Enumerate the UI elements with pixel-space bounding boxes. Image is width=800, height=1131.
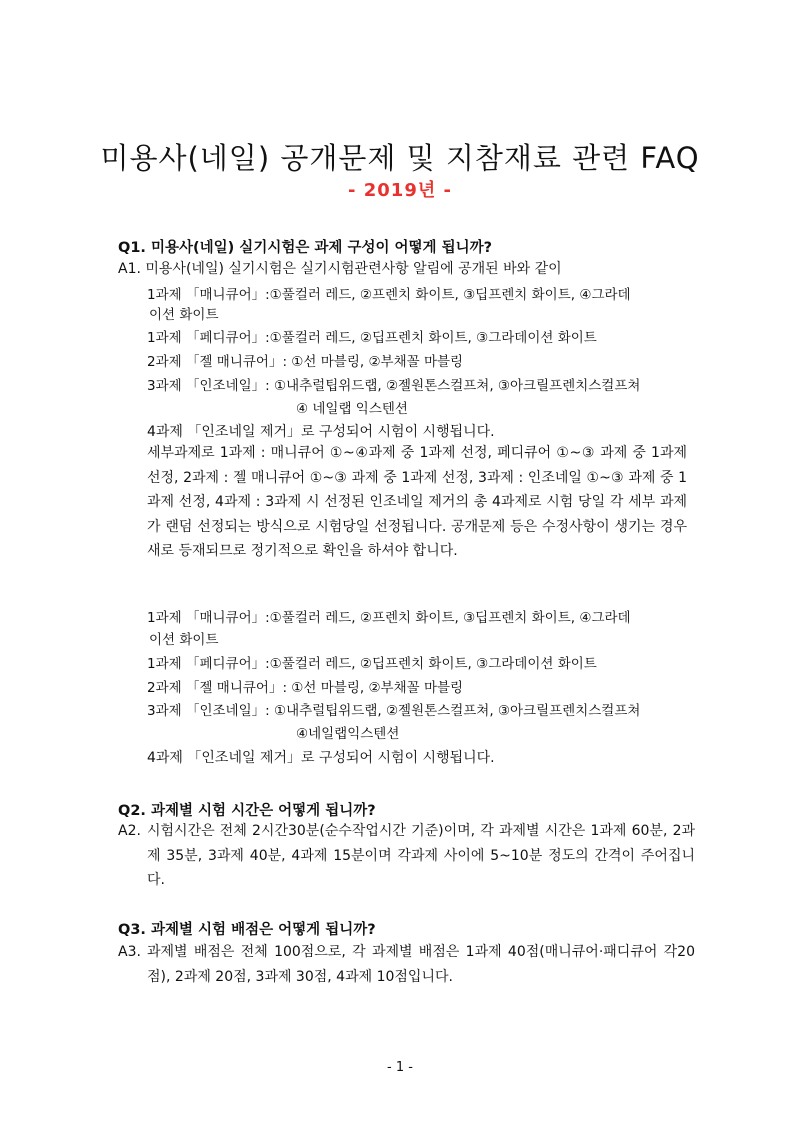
list1-line-3: 1과제 「페디큐어」:①풀컬러 레드, ②딥프렌치 화이트, ③그라데이션 화이트 — [147, 330, 597, 346]
list1-line-2: 이션 화이트 — [149, 307, 219, 323]
list2-line-1: 1과제 「매니큐어」:①풀컬러 레드, ②프렌치 화이트, ③딥프렌치 화이트, ④그라데 — [147, 610, 631, 626]
list2-line-4: 2과제 「젤 매니큐어」: ①선 마블링, ②부채꼴 마블링 — [147, 680, 464, 696]
list2-line-5: 3과제 「인조네일」: ①내추럴팁위드랩, ②젤원톤스컬프쳐, ③아크릴프렌치스컬프쳐 — [147, 703, 641, 719]
list2-line-2: 이션 화이트 — [149, 632, 219, 648]
page-number: - 1 - — [387, 1060, 413, 1075]
answer-1-intro: A1. 미용사(네일) 실기시험은 실기시험관련사항 알림에 공개된 바와 같이 — [118, 261, 562, 277]
list2-line-7: 4과제 「인조네일 제거」로 구성되어 시험이 시행됩니다. — [147, 750, 495, 766]
question-3: Q3. 과제별 시험 배점은 어떻게 됩니까? — [118, 922, 376, 938]
answer-3-text: 과제별 배점은 전체 100점으로, 각 과제별 배점은 1과제 40점(매니큐어·패디큐어 각20점), 2과제 20점, 3과제 30점, 4과제 10점입니다. — [147, 944, 695, 985]
list1-line-6: ④ 네일랩 익스텐션 — [296, 401, 408, 417]
list1-line-1: 1과제 「매니큐어」:①풀컬러 레드, ②프렌치 화이트, ③딥프렌치 화이트, ④그라데 — [147, 287, 631, 303]
question-1: Q1. 미용사(네일) 실기시험은 과제 구성이 어떻게 됩니까? — [118, 240, 493, 256]
list2-line-6: ④네일랩익스텐션 — [296, 726, 400, 742]
answer-1-paragraph: 세부과제로 1과제 : 매니큐어 ①~④과제 중 1과제 선정, 페디큐어 ①~③ 과제 중 1과제 선정, 2과제 : 젤 매니큐어 ①~③ 과제 중 1과제 선정, 3과제 : 인조네일 ①~③ 과제 중 1과제 선정, 4과제 : 3과제 시 선정된 인조네일 제거의 총 4과제로 시험 당일 각 세부 과제가 랜덤 선정되는 방식으로 시험당일 선정됩니다. 공개문제 등은 수정사항이 생기는 경우 새로 등재되므로 정기적으로 확인을 하셔야 합니다. — [147, 445, 687, 559]
answer-2-text: 시험시간은 전체 2시간30분(순수작업시간 기준)이며, 각 과제별 시간은 1과제 60분, 2과제 35분, 3과제 40분, 4과제 15분이며 각과제 사이에 5~10분 정도의 간격이 주어집니다. — [147, 823, 695, 888]
list2-line-3: 1과제 「페디큐어」:①풀컬러 레드, ②딥프렌치 화이트, ③그라데이션 화이트 — [147, 656, 597, 672]
answer-2-label: A2. — [118, 823, 141, 839]
document-title: 미용사(네일) 공개문제 및 지참재료 관련 FAQ — [100, 141, 700, 175]
list1-line-4: 2과제 「젤 매니큐어」: ①선 마블링, ②부채꼴 마블링 — [147, 354, 464, 370]
list1-line-5: 3과제 「인조네일」: ①내추럴팁위드랩, ②젤원톤스컬프쳐, ③아크릴프렌치스컬프쳐 — [147, 378, 641, 394]
list1-line-7: 4과제 「인조네일 제거」로 구성되어 시험이 시행됩니다. — [147, 424, 495, 440]
answer-3-label: A3. — [118, 944, 141, 960]
question-2: Q2. 과제별 시험 시간은 어떻게 됩니까? — [118, 803, 376, 819]
document-subtitle: - 2019년 - — [348, 180, 452, 201]
